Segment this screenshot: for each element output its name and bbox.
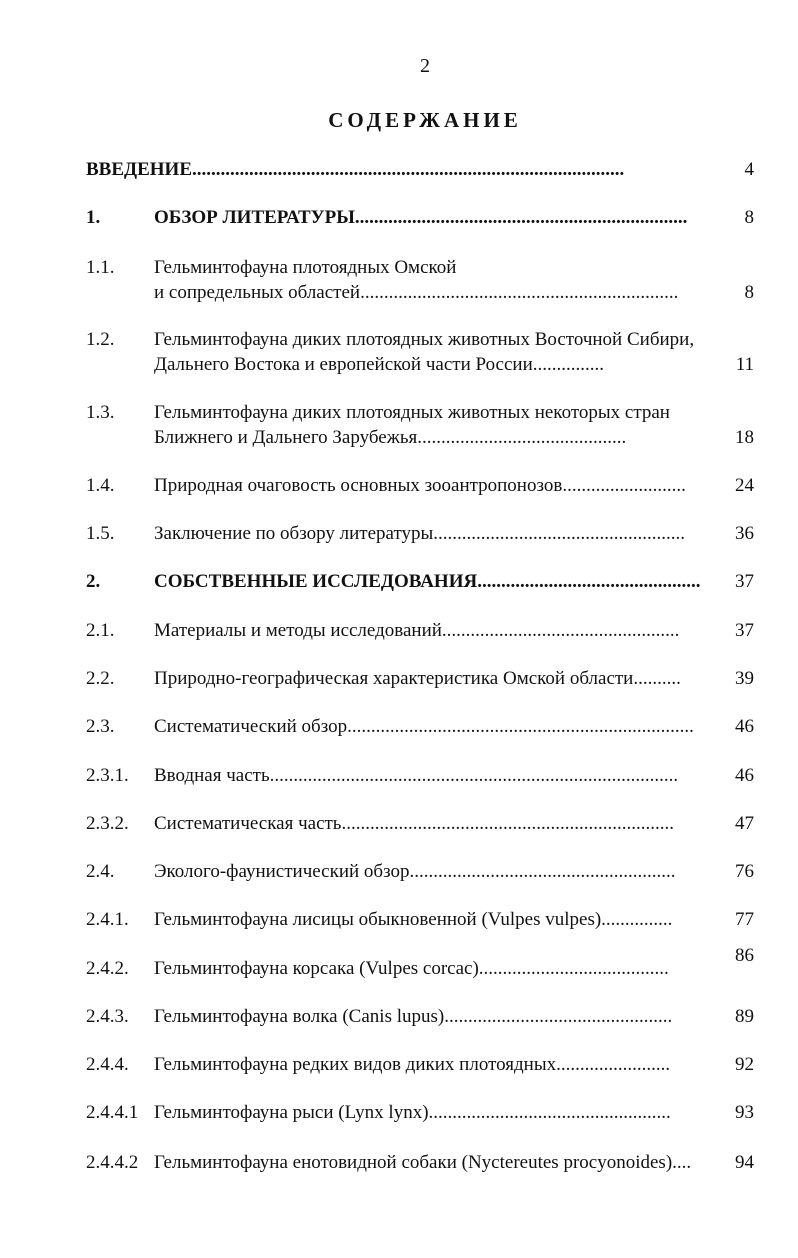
entry-text-line: ОБЗОР ЛИТЕРАТУРЫ...................................................................... [154,207,688,228]
entry-text [154,956,724,981]
entry-page: 4 [744,159,754,180]
entry-text-line: Ближнего и Дальнего Зарубежья............................................ [154,427,627,448]
entry-number: 1.4. [86,475,115,496]
entry-number: 1.2. [86,329,115,350]
entry-text-line: Материалы и методы исследований.................................................. [154,620,680,641]
entry-text [154,763,724,788]
entry-number: 2.4.1. [86,909,129,930]
entry-number: 2.4.2. [86,958,129,979]
entry-text [154,473,724,498]
entry-page: 86 [735,945,754,966]
entry-number: 2.4. [86,861,115,882]
entry-page: 37 [735,620,754,641]
entry-text [86,157,724,182]
entry-text [154,1052,724,1077]
entry-number: 2.4.4.1 [86,1102,139,1123]
entry-text [154,327,724,377]
entry-text-line: ВВЕДЕНИЕ........................................................................................... [86,159,625,180]
entry-text-line: Гельминтофауна корсака (Vulpes corcac)........................................ [154,958,669,979]
entry-text [154,714,724,739]
entry-text [154,569,724,594]
entry-number: 2.3. [86,716,115,737]
entry-page: 94 [735,1152,754,1173]
entry-number: 1.5. [86,523,115,544]
entry-page: 76 [735,861,754,882]
entry-number: 1.3. [86,402,115,423]
entry-number: 2.2. [86,668,115,689]
entry-page: 47 [735,813,754,834]
entry-text-line: Гельминтофауна диких плотоядных животных Восточной Сибири, [154,329,695,350]
entry-text-line: Систематическая часть...................................................................... [154,813,674,834]
entry-page: 8 [744,282,754,303]
entry-page: 8 [744,207,754,228]
entry-page: 92 [735,1054,754,1075]
entry-number: 2. [86,571,101,592]
entry-text-line: Гельминтофауна плотоядных Омской [154,257,457,278]
entry-page: 39 [735,668,754,689]
entry-text-line: СОБСТВЕННЫЕ ИССЛЕДОВАНИЯ............................................... [154,571,701,592]
entry-text-line: и сопредельных областей................................................................... [154,282,679,303]
entry-text-line: Гельминтофауна рыси (Lynx lynx)................................................... [154,1102,671,1123]
entry-text-line: Систематический обзор......................................................................... [154,716,694,737]
entry-text [154,521,724,546]
entry-text-line: Гельминтофауна енотовидной собаки (Nyctereutes procyonoides).... [154,1152,692,1173]
entry-page: 89 [735,1006,754,1027]
entry-text-line: Гельминтофауна редких видов диких плотоядных........................ [154,1054,671,1075]
entry-page: 36 [735,523,754,544]
toc-title: СОДЕРЖАНИЕ [328,108,522,132]
entry-text [154,907,724,932]
entry-number: 2.3.2. [86,813,129,834]
entry-text-line: Гельминтофауна волка (Canis lupus)................................................ [154,1006,673,1027]
entry-text [154,255,724,305]
entry-page: 46 [735,765,754,786]
entry-text-line: Эколого-фаунистический обзор........................................................ [154,861,676,882]
page-number: 2 [420,55,430,77]
entry-page: 18 [735,427,754,448]
entry-number: 1. [86,207,101,228]
entry-text [154,1150,724,1175]
entry-number: 2.4.4. [86,1054,129,1075]
entry-text [154,205,724,230]
entry-text [154,859,724,884]
entry-text [154,1004,724,1029]
entry-text-line: Заключение по обзору литературы..................................................... [154,523,686,544]
entry-number: 2.3.1. [86,765,129,786]
entry-page: 93 [735,1102,754,1123]
entry-text-line: Вводная часть...................................................................................... [154,765,679,786]
entry-text-line: Дальнего Востока и европейской части России............... [154,354,605,375]
entry-page: 46 [735,716,754,737]
entry-text [154,400,724,450]
entry-page: 11 [735,354,754,375]
entry-number: 2.1. [86,620,115,641]
entry-text [154,618,724,643]
entry-page: 77 [735,909,754,930]
entry-number: 2.4.4.2 [86,1152,139,1173]
entry-page: 37 [735,571,754,592]
entry-number: 1.1. [86,257,115,278]
entry-text-line: Гельминтофауна лисицы обыкновенной (Vulpes vulpes)............... [154,909,673,930]
entry-text [154,666,724,691]
entry-text [154,1100,724,1125]
entry-text-line: Гельминтофауна диких плотоядных животных некоторых стран [154,402,670,423]
entry-page: 24 [735,475,754,496]
entry-text [154,811,724,836]
entry-text-line: Природно-географическая характеристика Омской области.......... [154,668,681,689]
entry-text-line: Природная очаговость основных зооантропонозов.......................... [154,475,686,496]
entry-number: 2.4.3. [86,1006,129,1027]
